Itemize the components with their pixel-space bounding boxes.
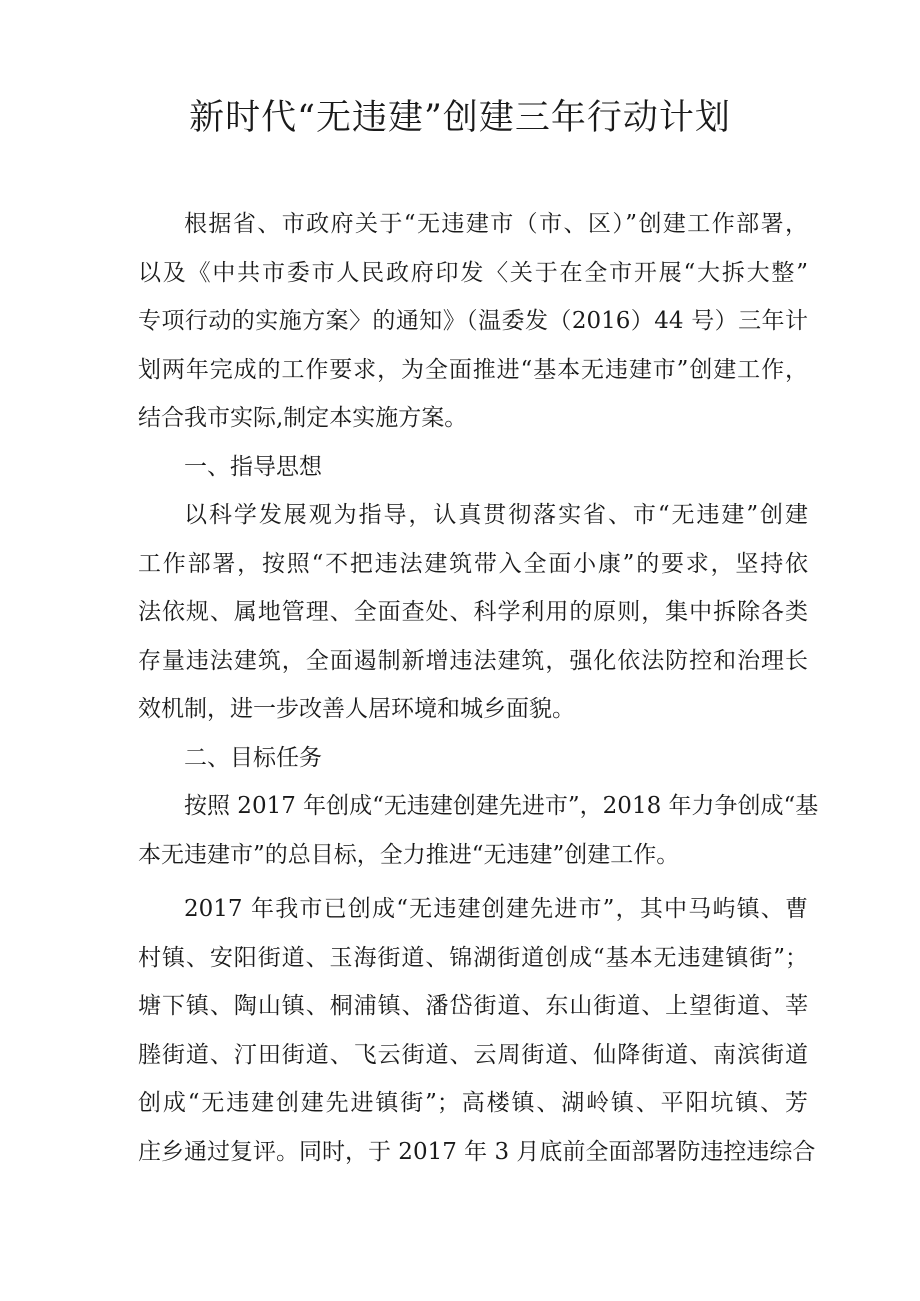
document-title: 新时代“无违建”创建三年行动计划	[189, 98, 731, 138]
paragraph-line: 创成“无违建创建先进镇街”；高楼镇、湖岭镇、平阳坑镇、芳	[138, 1090, 808, 1116]
document-body	[138, 200, 819, 1176]
paragraph-line: 存量违法建筑，全面遏制新增违法建筑，强化依法防控和治理长	[138, 647, 808, 674]
paragraph-line: 庄乡通过复评。同时，于 2017 年 3 月底前全面部署防违控违综合	[138, 1138, 816, 1165]
paragraph-line: 塍街道、汀田街道、飞云街道、云周街道、仙降街道、南滨街道	[138, 1041, 808, 1068]
paragraph-line: 按照 2017 年创成“无违建创建先进市”，2018 年力争创成“基	[184, 793, 819, 819]
paragraph-line: 划两年完成的工作要求，为全面推进“基本无违建市”创建工作，	[138, 356, 808, 383]
paragraph-line: 法依规、属地管理、全面查处、科学利用的原则，集中拆除各类	[138, 599, 808, 625]
paragraph-line: 工作部署，按照“不把违法建筑带入全面小康”的要求，坚持依	[138, 550, 808, 577]
paragraph-line: 本无违建市”的总目标，全力推进“无违建”创建工作。	[138, 841, 680, 868]
paragraph-line: 村镇、安阳街道、玉海街道、锦湖街道创成“基本无违建镇街”；	[138, 944, 808, 971]
paragraph-line: 专项行动的实施方案〉的通知》（温委发（2016）44 号）三年计	[138, 308, 808, 334]
paragraph-line: 以科学发展观为指导，认真贯彻落实省、市“无违建”创建	[184, 502, 808, 528]
paragraph-line: 根据省、市政府关于“无违建市（市、区）”创建工作部署，	[184, 211, 808, 237]
paragraph-line: 2017 年我市已创成“无违建创建先进市”，其中马屿镇、曹	[184, 896, 808, 922]
paragraph-line: 结合我市实际,制定本实施方案。	[138, 405, 468, 431]
paragraph-line: 效机制，进一步改善人居环境和城乡面貌。	[138, 696, 575, 722]
paragraph-line: 以及《中共市委市人民政府印发〈关于在全市开展“大拆大整”	[138, 259, 808, 286]
section-heading: 二、目标任务	[184, 744, 322, 771]
paragraph-line: 塘下镇、陶山镇、桐浦镇、潘岱街道、东山街道、上望街道、莘	[138, 993, 808, 1019]
section-heading: 一、指导思想	[184, 453, 322, 480]
